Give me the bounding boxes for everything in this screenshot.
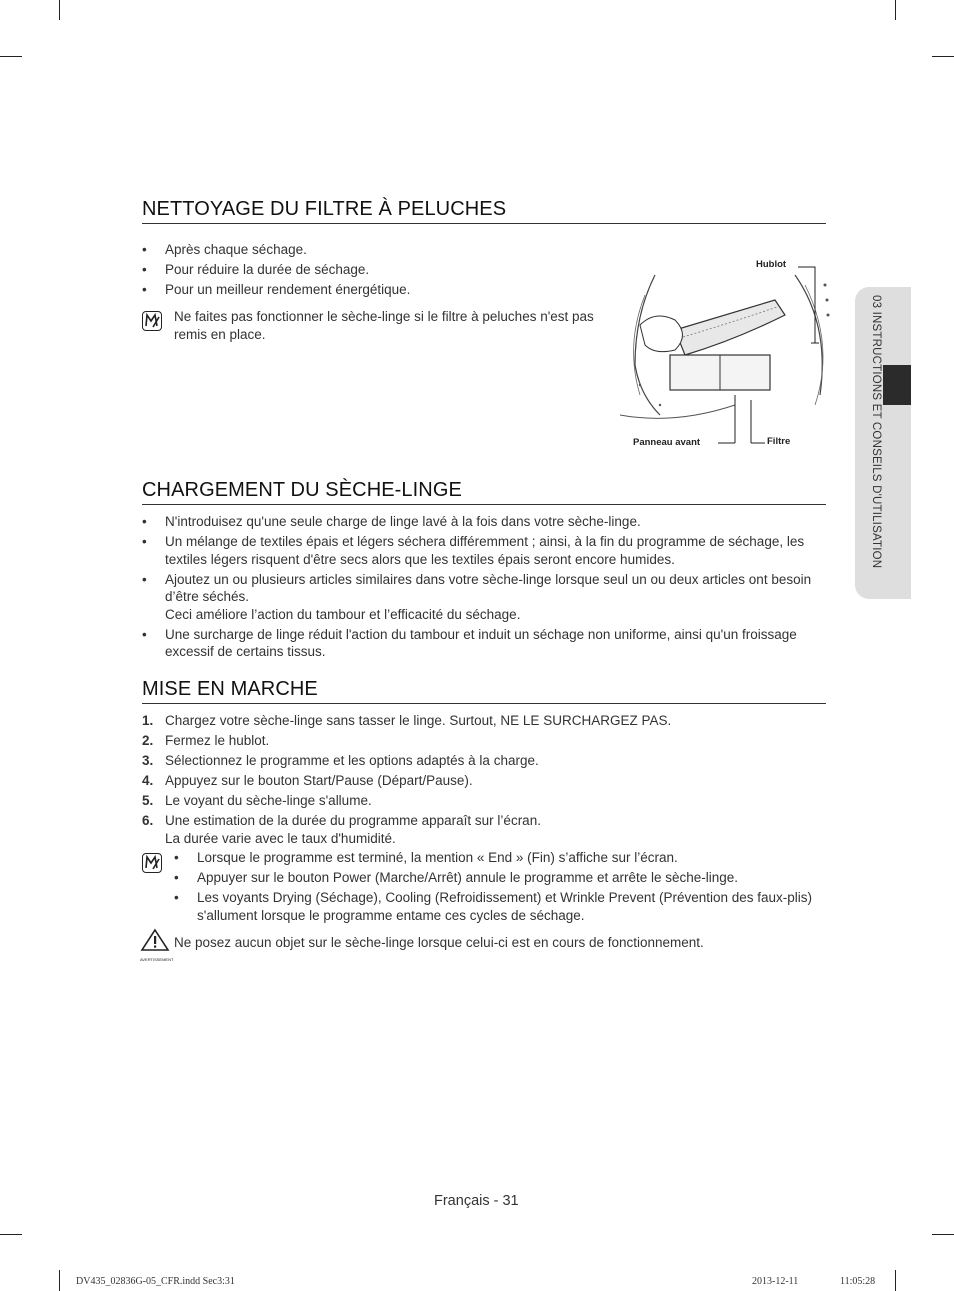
lint-filter-heading: NETTOYAGE DU FILTRE À PELUCHES: [142, 198, 826, 224]
loading-heading: CHARGEMENT DU SÈCHE-LINGE: [142, 479, 826, 505]
step-text: Sélectionnez le programme et les options adaptés à la charge.: [165, 752, 539, 768]
list-item: • Les voyants Drying (Séchage), Cooling (Refroidissement) et Wrinkle Prevent (Prévention des faux-plis) s'allument lorsque le programme entame ces cycles de séchage.: [174, 889, 819, 924]
step-extra: La durée varie avec le taux d'humidité.: [165, 830, 396, 846]
step-text: Appuyez sur le bouton Start/Pause (Départ/Pause).: [165, 772, 473, 788]
diagram-label-front-panel: Panneau avant: [633, 437, 701, 448]
list-item-extra: Ceci améliore l’action du tambour et l’efficacité du séchage.: [165, 606, 521, 622]
crop-mark: [59, 0, 60, 20]
step-item: [142, 792, 826, 810]
crop-mark: [0, 56, 22, 57]
list-item: • N'introduisez qu'une seule charge de linge lavé à la fois dans votre sèche-linge.: [142, 513, 826, 531]
step-item: [142, 772, 826, 790]
step-number: 4.: [142, 772, 154, 788]
chapter-tab: [855, 287, 911, 599]
warning-icon-label: AVERTISSEMENT: [140, 957, 174, 962]
step-item: [142, 812, 826, 847]
crop-mark: [59, 1270, 60, 1291]
step-text: Chargez votre sèche-linge sans tasser le linge. Surtout, NE LE SURCHARGEZ PAS.: [165, 713, 672, 728]
step-number: 2.: [142, 732, 154, 748]
step-item: [142, 712, 826, 730]
step-text: Le voyant du sèche-linge s'allume.: [165, 792, 372, 808]
step-item: [142, 732, 826, 750]
loading-list: [142, 513, 826, 663]
list-item: • Pour un meilleur rendement énergétique.: [142, 281, 602, 299]
list-item: • Appuyer sur le bouton Power (Marche/Arrêt) annule le programme et arrête le sèche-linge.: [174, 869, 819, 887]
warning-text: Ne posez aucun objet sur le sèche-linge lorsque celui-ci est en cours de fonctionnement.: [174, 935, 704, 950]
lint-filter-diagram: [615, 255, 835, 455]
list-item-text: Ajoutez un ou plusieurs articles similaires dans votre sèche-linge lorsque seul un ou deux articles ont besoin d’être séchés.: [165, 571, 812, 605]
list-item: • Lorsque le programme est terminé, la mention « End » (Fin) s’affiche sur l’écran.: [174, 849, 819, 867]
chapter-tab-marker: [883, 365, 911, 405]
step-number: 6.: [142, 812, 154, 828]
list-item: • Un mélange de textiles épais et légers séchera différemment ; ainsi, à la fin du programme de séchage, les textiles légers risquent d'être secs alors que les textiles épais seront encore humides.: [142, 533, 826, 568]
list-item: • Après chaque séchage.: [142, 241, 602, 259]
step-number: 1.: [142, 713, 154, 728]
lint-filter-note: Ne faites pas fonctionner le sèche-linge si le filtre à peluches n'est pas remis en place.: [174, 309, 594, 342]
warning-icon: [140, 928, 172, 960]
slug-time: 11:05:28: [840, 1276, 876, 1287]
list-item: • Une surcharge de linge réduit l'action du tambour et induit un séchage non uniforme, ainsi qu'un froissage excessif de certains tissus.: [142, 626, 826, 661]
note-icon: [142, 853, 162, 873]
diagram-label-filter: Filtre: [767, 436, 791, 447]
chapter-tab-label: 03 INSTRUCTIONS ET CONSEILS D'UTILISATION: [870, 295, 882, 569]
list-item: • Pour réduire la durée de séchage.: [142, 261, 602, 279]
step-number: 5.: [142, 792, 154, 808]
step-text: Fermez le hublot.: [165, 732, 270, 748]
crop-mark: [0, 1234, 22, 1235]
slug-date: 2013-12-11: [752, 1276, 799, 1287]
crop-mark: [932, 1234, 954, 1235]
list-item: [142, 571, 826, 624]
start-heading: MISE EN MARCHE: [142, 678, 826, 704]
start-notes: [174, 849, 819, 927]
start-steps: [142, 712, 826, 850]
page-footer: Français - 31: [434, 1193, 519, 1209]
step-text: Une estimation de la durée du programme apparaît sur l’écran.: [165, 812, 541, 828]
crop-mark: [932, 56, 954, 57]
slug-file: DV435_02836G-05_CFR.indd Sec3:31: [76, 1276, 235, 1287]
note-icon: [142, 311, 162, 331]
diagram-label-door: Hublot: [756, 259, 787, 270]
crop-mark: [895, 1270, 896, 1291]
step-number: 3.: [142, 752, 154, 768]
step-item: [142, 752, 826, 770]
lint-filter-list: [142, 241, 602, 301]
crop-mark: [895, 0, 896, 20]
